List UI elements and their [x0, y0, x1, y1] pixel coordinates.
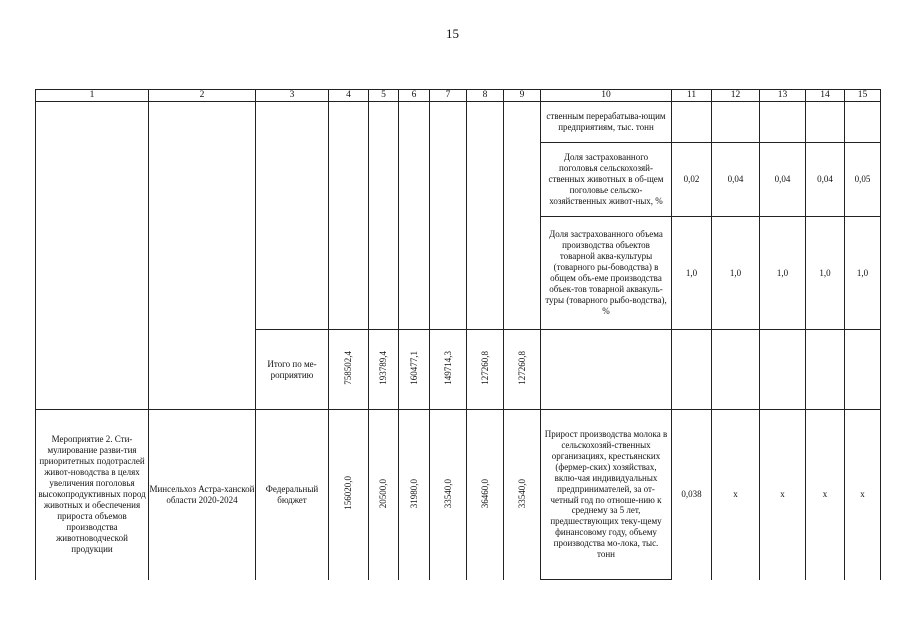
- col-header-13: 13: [760, 90, 806, 102]
- measure1-executor-cell: [149, 102, 256, 410]
- indicator-value-13: 0,04: [760, 143, 806, 217]
- measure2-value-9: 33540,0: [516, 478, 527, 508]
- indicator-value-11: 0,02: [672, 143, 712, 217]
- col-header-14: 14: [806, 90, 845, 102]
- measure2-name: Мероприятие 2. Сти-мулирование разви-тия приоритетных подотраслей живот-новодства в целях увеличения поголовья высокопродуктивных пород животных и обеспечения прироста объемов производства животноводческой продукции: [36, 410, 149, 580]
- col-header-2: 2: [149, 90, 256, 102]
- total-value-7: 149714,3: [442, 351, 453, 385]
- col-header-11: 11: [672, 90, 712, 102]
- measure2-col4: [329, 410, 369, 580]
- col-header-4: 4: [329, 90, 369, 102]
- measure2-col6: [399, 410, 430, 580]
- total-col4: [329, 330, 369, 410]
- indicator-value-15: 1,0: [845, 217, 881, 330]
- indicator-value-11: 1,0: [672, 217, 712, 330]
- total-label: Итого по ме-роприятию: [256, 330, 329, 410]
- col-header-1: 1: [36, 90, 149, 102]
- indicator-value-12: [712, 102, 760, 143]
- total-col9: [504, 330, 541, 410]
- total-col8: [467, 330, 504, 410]
- indicator-value-11: [672, 102, 712, 143]
- total-value-9: 127260,8: [516, 351, 527, 385]
- col-header-10: 10: [541, 90, 672, 102]
- col-header-8: 8: [467, 90, 504, 102]
- total-col5: [369, 330, 399, 410]
- indicator-value-13: 1,0: [760, 217, 806, 330]
- measure2-col5: [369, 410, 399, 580]
- indicator-value-12: 1,0: [712, 217, 760, 330]
- indicator-value-15: [845, 102, 881, 143]
- measure2-col7: [430, 410, 467, 580]
- measure2-executor: Минсельхоз Астра-ханской области 2020-2024: [149, 410, 256, 580]
- measure2-value-14: x: [806, 410, 845, 580]
- measure2-row: [36, 410, 881, 580]
- col-header-15: 15: [845, 90, 881, 102]
- measure2-value-11: 0,038: [672, 410, 712, 580]
- measure2-value-4: 156020,0: [343, 476, 354, 511]
- col-header-9: 9: [504, 90, 541, 102]
- measure1-name-cell: [36, 102, 149, 410]
- indicator-value-15: 0,05: [845, 143, 881, 217]
- indicator-value-14: 0,04: [806, 143, 845, 217]
- indicator-row: [36, 102, 881, 143]
- total-col6: [399, 330, 430, 410]
- measure2-value-13: x: [760, 410, 806, 580]
- indicator-text: Доля застрахованного поголовья сельскохозяй-ственных животных в об-щем поголовье сельско-хозяйственных живот-ных, %: [541, 143, 672, 217]
- measure2-col8: [467, 410, 504, 580]
- indicator-text: ственным перерабатыва-ющим предприятиям, тыс. тонн: [541, 102, 672, 143]
- indicator-value-12: 0,04: [712, 143, 760, 217]
- total-value-8: 127260,8: [479, 351, 490, 385]
- col-header-7: 7: [430, 90, 467, 102]
- measure2-value-12: x: [712, 410, 760, 580]
- measure2-value-5: 20500,0: [378, 478, 389, 508]
- indicator-value-13: [760, 102, 806, 143]
- measure2-value-7: 33540,0: [442, 478, 453, 508]
- total-value-6: 160477,1: [408, 351, 419, 385]
- measure2-indicator: Прирост производства молока в сельскохозяй-ственных организациях, крестьянских (фермер-ских) хозяйствах, вклю-чая индивидуальных предпринимателей, за от-четный год по отноше-нию к среднему за 5 лет, предшествующих теку-щему финансовому году, объему производства мо-лока, тыс. тонн: [541, 410, 672, 580]
- measure2-value-6: 31980,0: [408, 478, 419, 508]
- indicator-value-14: 1,0: [806, 217, 845, 330]
- program-table: [35, 89, 881, 580]
- measure2-source: Федеральный бюджет: [256, 410, 329, 580]
- measure2-col9: [504, 410, 541, 580]
- col-header-3: 3: [256, 90, 329, 102]
- total-col7: [430, 330, 467, 410]
- column-numbers-row: [36, 90, 881, 102]
- col-header-12: 12: [712, 90, 760, 102]
- measure1-source-cell: [256, 102, 329, 330]
- measure2-value-8: 36460,0: [479, 478, 490, 508]
- indicator-text: Доля застрахованного объема производства объектов товарной аква-культуры (товарного ры-боводства) в общем объ-еме производства объек-тов товарной аквакуль-туры (товарного рыбо-водства), %: [541, 217, 672, 330]
- page-number: 15: [446, 26, 459, 41]
- indicator-value-14: [806, 102, 845, 143]
- total-value-5: 193789,4: [378, 351, 389, 385]
- col-header-6: 6: [399, 90, 430, 102]
- measure2-value-15: x: [845, 410, 881, 580]
- col-header-5: 5: [369, 90, 399, 102]
- total-value-4: 758502,4: [343, 351, 354, 385]
